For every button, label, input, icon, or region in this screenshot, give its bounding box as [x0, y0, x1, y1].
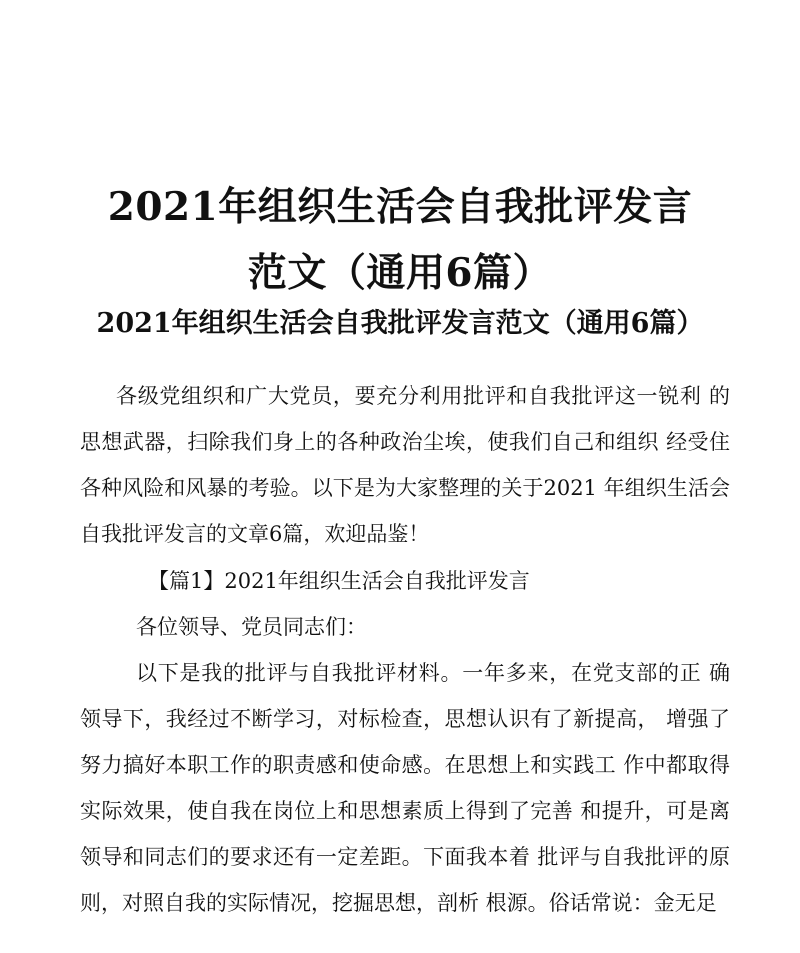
body-paragraph: 以下是我的批评与自我批评材料。一年多来，在党支部的正 确领导下，我经过不断学习，对标检查，思想认识有了新提高， 增强了努力搞好本职工作的职责感和使命感。在思想上和实践工 作中都取得实际效果，使自我在岗位上和思想素质上得到了完善 和提升，可是离领导和同志们的要求还有一定差距。下面我本着 批评与自我批评的原则，对照自我的实际情况，挖掘思想，剖析 根源。俗话常说：金无足: [80, 661, 730, 915]
greeting-line: 各位领导、党员同志们：: [136, 615, 367, 639]
main-title-line2: 范文（通用6篇）: [247, 250, 553, 296]
sub-title: 2021年组织生活会自我批评发言范文（通用6篇）: [96, 308, 704, 339]
main-title-line1: 2021年组织生活会自我批评发言: [107, 184, 693, 230]
main-title: [60, 174, 740, 306]
chapter-heading: 【篇1】2021年组织生活会自我批评发言: [148, 569, 530, 593]
intro-paragraph: 各级党组织和广大党员，要充分利用批评和自我批评这一锐利 的思想武器，扫除我们身上的各种政治尘埃，使我们自己和组织 经受住各种风险和风暴的考验。以下是为大家整理的关于2021 年组织生活会自我批评发言的文章6篇，欢迎品鉴！: [80, 384, 730, 546]
